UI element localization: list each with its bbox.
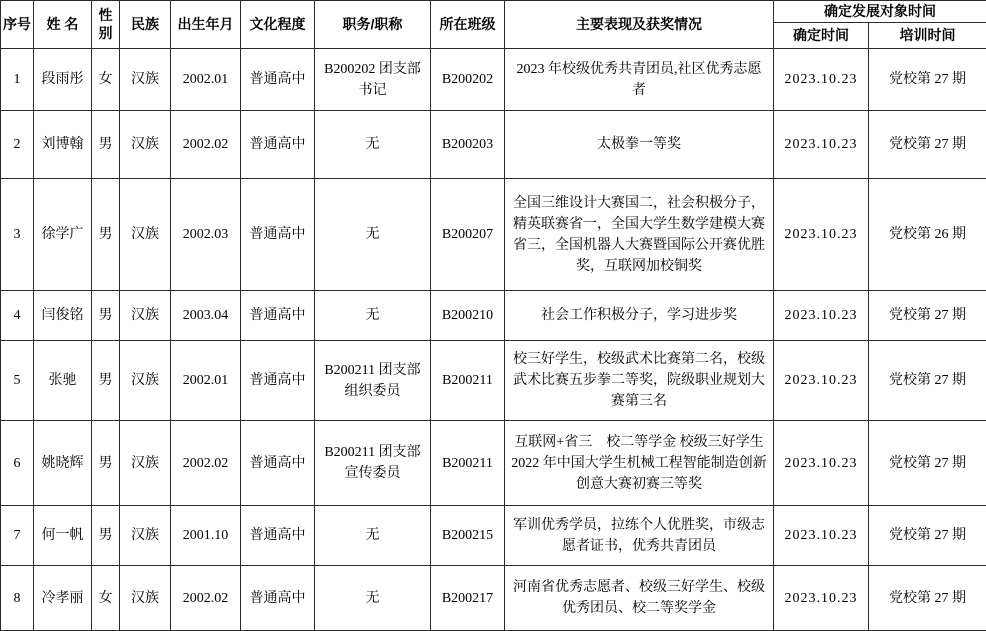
cell-birth-date: 2001.10	[171, 506, 241, 566]
cell-no: 1	[1, 49, 34, 111]
header-confirm-group: 确定发展对象时间	[774, 1, 986, 23]
cell-name: 闫俊铭	[34, 291, 92, 341]
cell-education: 普通高中	[241, 291, 315, 341]
cell-confirm-date: 2023.10.23	[774, 341, 869, 421]
cell-gender: 男	[92, 341, 120, 421]
cell-class: B200202	[431, 49, 505, 111]
cell-gender: 男	[92, 111, 120, 179]
cell-ethnicity: 汉族	[120, 341, 171, 421]
cell-gender: 女	[92, 49, 120, 111]
cell-position: B200202 团支部书记	[315, 49, 431, 111]
cell-no: 5	[1, 341, 34, 421]
header-class: 所在班级	[431, 1, 505, 49]
cell-confirm-date: 2023.10.23	[774, 111, 869, 179]
cell-name: 姚晓辉	[34, 421, 92, 506]
cell-no: 8	[1, 566, 34, 631]
table-row	[1, 566, 986, 631]
cell-birth-date: 2002.02	[171, 111, 241, 179]
header-position: 职务/职称	[315, 1, 431, 49]
cell-class: B200207	[431, 179, 505, 291]
cell-class: B200211	[431, 421, 505, 506]
cell-position: B200211 团支部宣传委员	[315, 421, 431, 506]
cell-training-session: 党校第 27 期	[869, 111, 986, 179]
cell-no: 2	[1, 111, 34, 179]
cell-class: B200211	[431, 341, 505, 421]
cell-ethnicity: 汉族	[120, 111, 171, 179]
cell-birth-date: 2002.02	[171, 566, 241, 631]
cell-gender: 男	[92, 506, 120, 566]
cell-position: B200211 团支部组织委员	[315, 341, 431, 421]
cell-no: 7	[1, 506, 34, 566]
cell-name: 段雨彤	[34, 49, 92, 111]
cell-birth-date: 2002.01	[171, 49, 241, 111]
cell-confirm-date: 2023.10.23	[774, 566, 869, 631]
cell-training-session: 党校第 26 期	[869, 179, 986, 291]
cell-education: 普通高中	[241, 506, 315, 566]
cell-education: 普通高中	[241, 566, 315, 631]
cell-ethnicity: 汉族	[120, 49, 171, 111]
cell-name: 冷孝丽	[34, 566, 92, 631]
cell-education: 普通高中	[241, 421, 315, 506]
cell-gender: 女	[92, 566, 120, 631]
cell-performance: 2023 年校级优秀共青团员,社区优秀志愿者	[505, 49, 774, 111]
cell-birth-date: 2002.02	[171, 421, 241, 506]
cell-education: 普通高中	[241, 49, 315, 111]
cell-confirm-date: 2023.10.23	[774, 49, 869, 111]
cell-confirm-date: 2023.10.23	[774, 421, 869, 506]
cell-position: 无	[315, 291, 431, 341]
cell-name: 刘博翰	[34, 111, 92, 179]
cell-performance: 互联网+省三 校二等学金 校级三好学生 2022 年中国大学生机械工程智能制造创新创意大赛初赛三等奖	[505, 421, 774, 506]
table-row	[1, 49, 986, 111]
cell-performance: 军训优秀学员，拉练个人优胜奖，市级志愿者证书，优秀共青团员	[505, 506, 774, 566]
cell-position: 无	[315, 179, 431, 291]
cell-training-session: 党校第 27 期	[869, 506, 986, 566]
cell-training-session: 党校第 27 期	[869, 421, 986, 506]
cell-ethnicity: 汉族	[120, 566, 171, 631]
cell-position: 无	[315, 506, 431, 566]
cell-position: 无	[315, 111, 431, 179]
cell-confirm-date: 2023.10.23	[774, 506, 869, 566]
cell-ethnicity: 汉族	[120, 421, 171, 506]
cell-gender: 男	[92, 421, 120, 506]
cell-performance: 河南省优秀志愿者、校级三好学生、校级优秀团员、校二等奖学金	[505, 566, 774, 631]
cell-ethnicity: 汉族	[120, 506, 171, 566]
cell-no: 6	[1, 421, 34, 506]
cell-birth-date: 2002.01	[171, 341, 241, 421]
cell-training-session: 党校第 27 期	[869, 341, 986, 421]
header-performance: 主要表现及获奖情况	[505, 1, 774, 49]
cell-birth-date: 2002.03	[171, 179, 241, 291]
cell-gender: 男	[92, 291, 120, 341]
table-row	[1, 291, 986, 341]
header-training-time: 培训时间	[869, 23, 986, 49]
header-row-top	[1, 1, 986, 23]
cell-education: 普通高中	[241, 179, 315, 291]
cell-no: 4	[1, 291, 34, 341]
cell-training-session: 党校第 27 期	[869, 291, 986, 341]
cell-performance: 太极拳一等奖	[505, 111, 774, 179]
header-confirm-time: 确定时间	[774, 23, 869, 49]
table-row	[1, 179, 986, 291]
cell-performance: 校三好学生，校级武术比赛第二名，校级武术比赛五步拳二等奖，院级职业规划大赛第三名	[505, 341, 774, 421]
cell-no: 3	[1, 179, 34, 291]
cell-education: 普通高中	[241, 111, 315, 179]
cell-position: 无	[315, 566, 431, 631]
header-name: 姓 名	[34, 1, 92, 49]
cell-performance: 全国三维设计大赛国二，社会积极分子，精英联赛省一，全国大学生数学建模大赛省三，全国机器人大赛暨国际公开赛优胜奖，互联网加校铜奖	[505, 179, 774, 291]
cell-name: 徐学广	[34, 179, 92, 291]
header-birth-date: 出生年月	[171, 1, 241, 49]
cell-confirm-date: 2023.10.23	[774, 179, 869, 291]
cell-education: 普通高中	[241, 341, 315, 421]
header-gender: 性别	[92, 1, 120, 49]
cell-class: B200215	[431, 506, 505, 566]
table-row	[1, 421, 986, 506]
header-ethnicity: 民族	[120, 1, 171, 49]
table-row	[1, 341, 986, 421]
cell-gender: 男	[92, 179, 120, 291]
cell-name: 张驰	[34, 341, 92, 421]
cell-ethnicity: 汉族	[120, 179, 171, 291]
cell-training-session: 党校第 27 期	[869, 566, 986, 631]
cell-performance: 社会工作积极分子，学习进步奖	[505, 291, 774, 341]
cell-training-session: 党校第 27 期	[869, 49, 986, 111]
header-no: 序号	[1, 1, 34, 49]
header-education: 文化程度	[241, 1, 315, 49]
cell-class: B200217	[431, 566, 505, 631]
table-row	[1, 506, 986, 566]
cell-ethnicity: 汉族	[120, 291, 171, 341]
cell-name: 何一帆	[34, 506, 92, 566]
table-row	[1, 111, 986, 179]
cell-confirm-date: 2023.10.23	[774, 291, 869, 341]
cell-class: B200210	[431, 291, 505, 341]
cell-class: B200203	[431, 111, 505, 179]
cell-birth-date: 2003.04	[171, 291, 241, 341]
